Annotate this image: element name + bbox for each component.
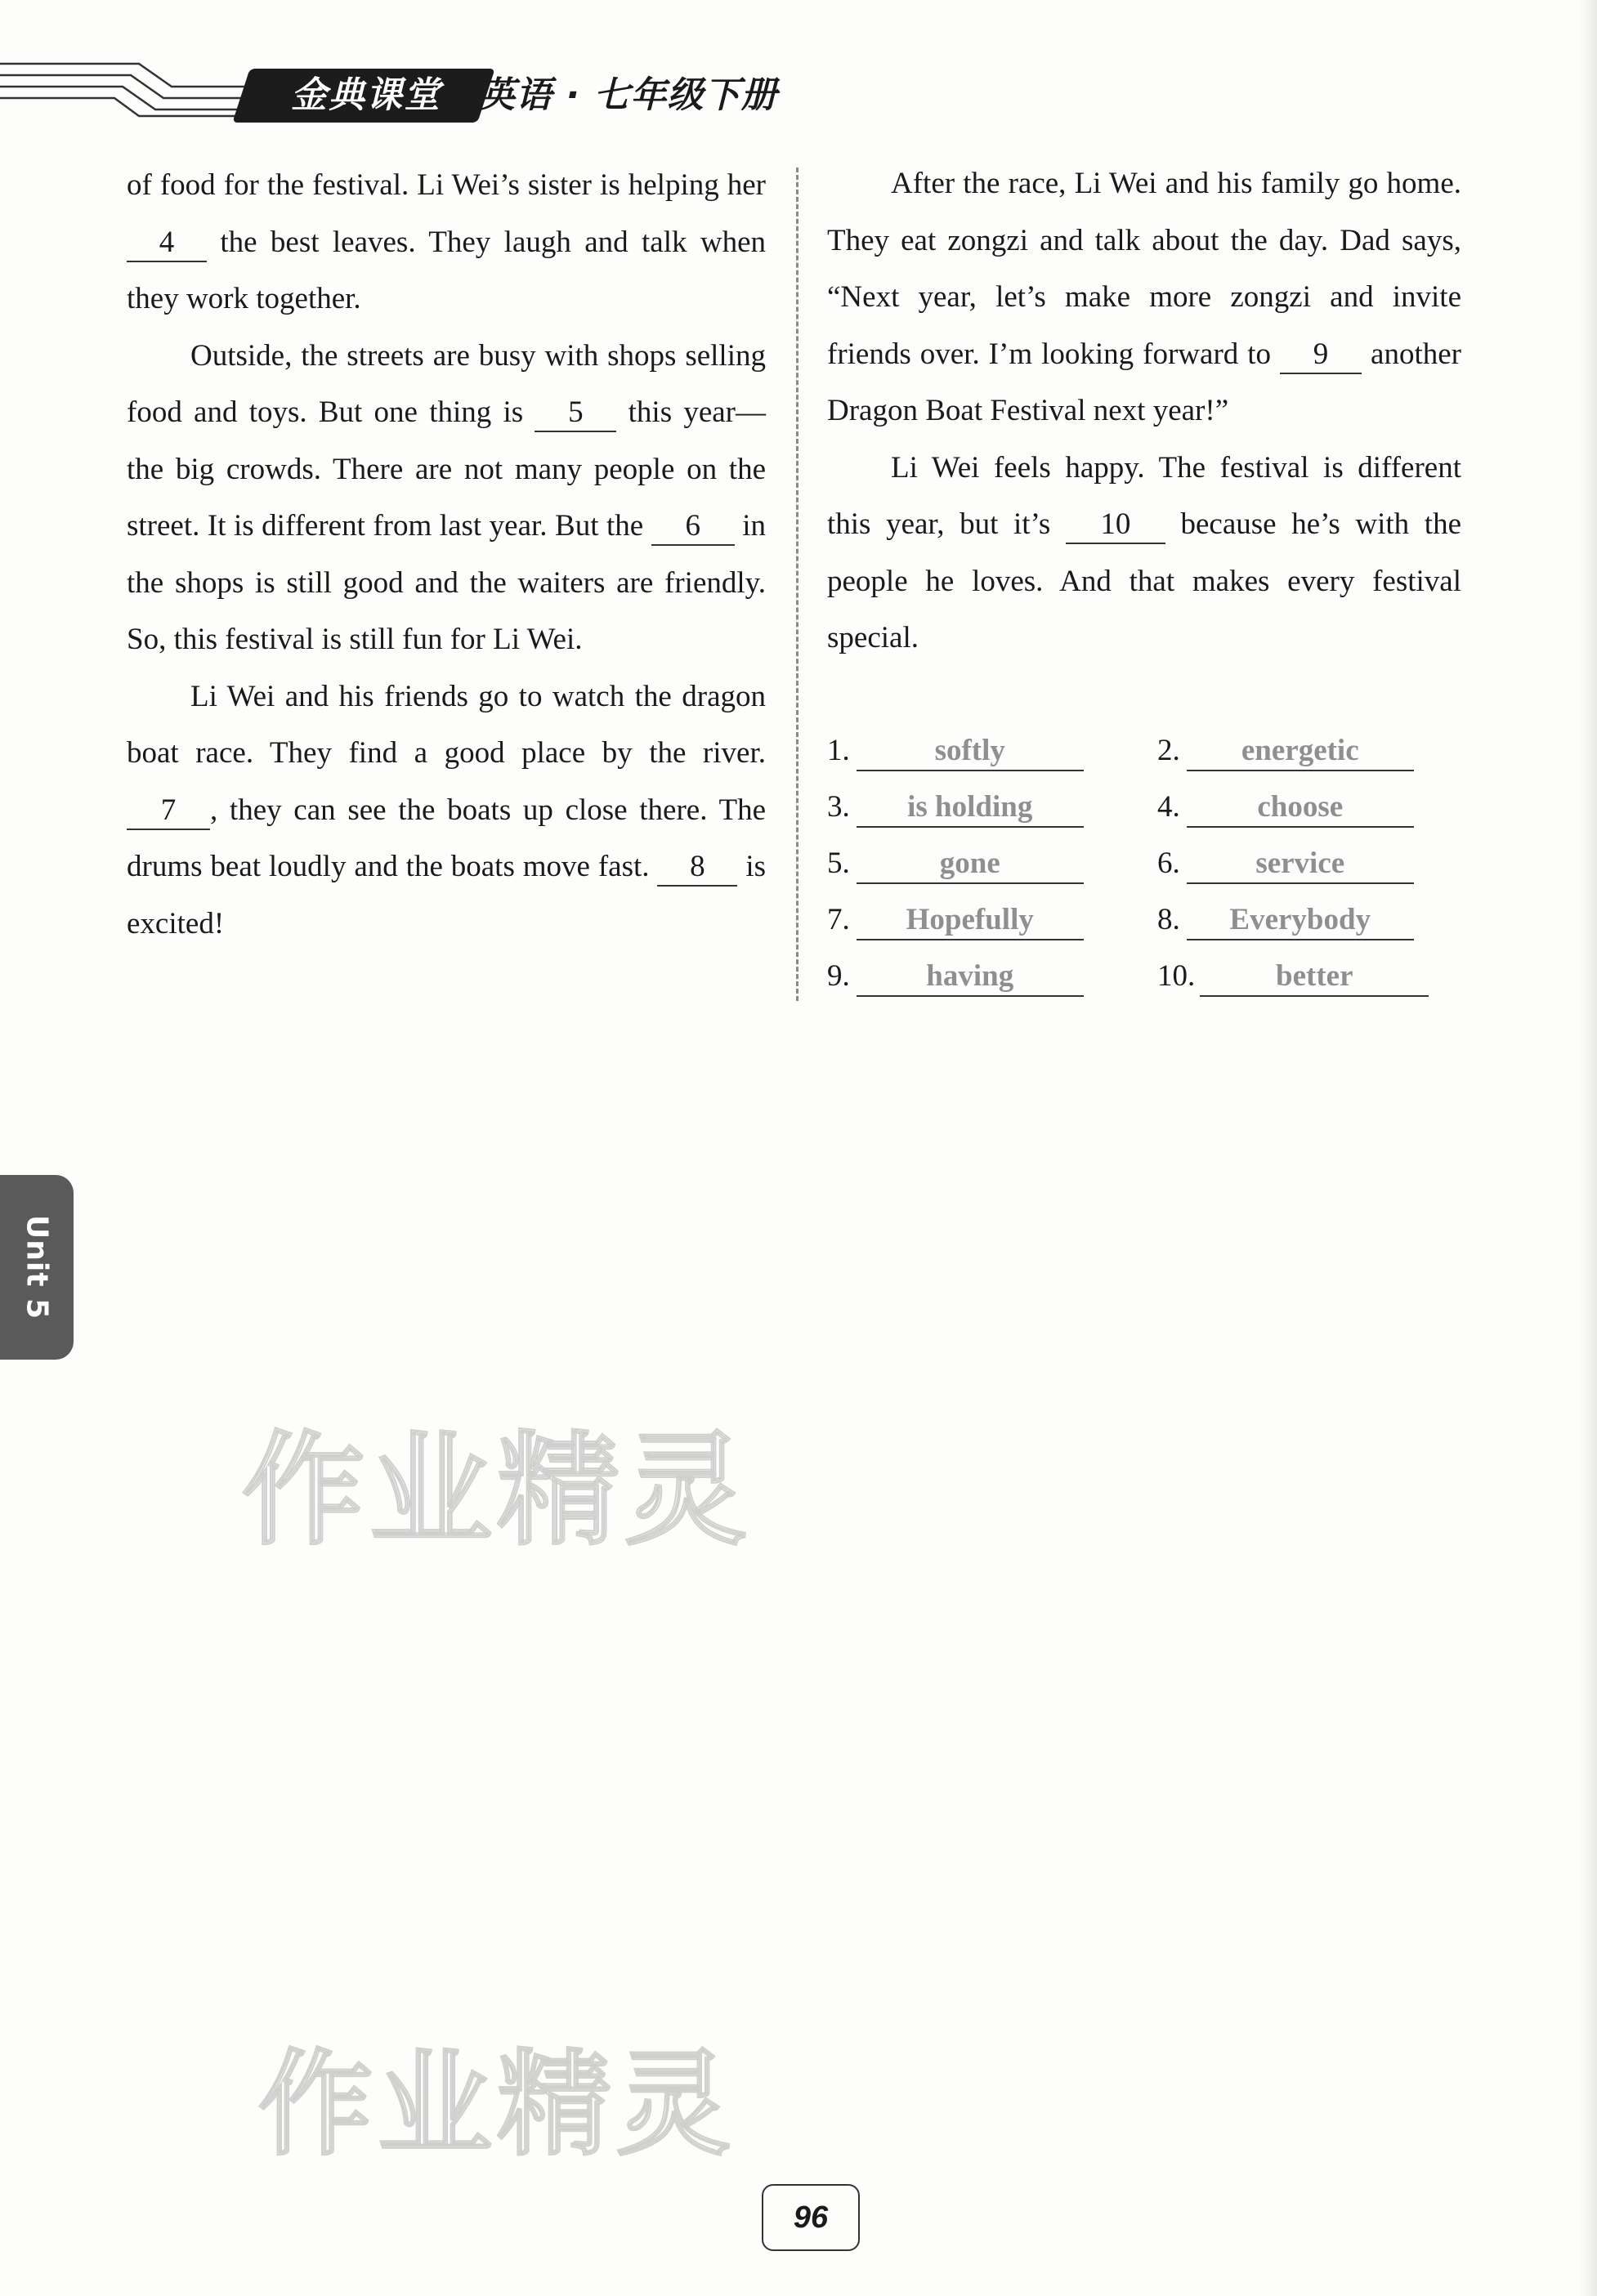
answer-item [827, 722, 1084, 779]
passage-text: Li Wei feels happy. The festival is different this year, but it’s [827, 450, 1461, 541]
answer-text: having [857, 958, 1084, 997]
blank-4: 4 [127, 225, 207, 262]
watermark: 作业精灵 [242, 1420, 753, 1562]
answer-text: energetic [1187, 732, 1414, 771]
answer-row [827, 948, 1481, 1004]
answer-number: 10. [1157, 959, 1196, 993]
watermark: 作业精灵 [258, 2039, 736, 2172]
passage-text: Outside, the streets are busy with shops selling food and toys. But one thing is [127, 338, 766, 429]
answer-number: 9. [827, 959, 850, 993]
answer-number: 3. [827, 790, 850, 824]
answer-item [827, 779, 1084, 835]
answer-text: choose [1187, 788, 1414, 828]
answer-number: 1. [827, 734, 850, 767]
passage-text: in the shops is still good and the waiters are friendly. So, this festival is still fun for Li Wei. [127, 509, 767, 656]
answer-item [1157, 891, 1414, 948]
answer-row [827, 722, 1481, 779]
unit-side-tab [0, 1175, 74, 1360]
blank-8: 8 [657, 849, 737, 887]
answer-number: 4. [1157, 790, 1180, 824]
page-number: 96 [762, 2184, 860, 2251]
answer-row [827, 779, 1481, 835]
blank-9: 9 [1280, 337, 1362, 374]
passage-paragraph [827, 440, 1461, 667]
answer-text: Hopefully [857, 901, 1084, 940]
answer-item [827, 948, 1084, 1004]
unit-tab-label: Unit 5 [20, 1215, 54, 1320]
blank-6: 6 [651, 508, 735, 546]
answer-key [827, 722, 1481, 1004]
blank-10: 10 [1066, 507, 1165, 544]
passage-text: , they can see the boats up close there. The drums beat loudly and the boats move fast. [127, 793, 766, 883]
answer-number: 2. [1157, 734, 1180, 767]
passage-paragraph [127, 668, 766, 953]
blank-5: 5 [535, 395, 616, 432]
passage-paragraph [127, 157, 766, 328]
header-decorative-lines [0, 57, 253, 123]
header-brand: 金典课堂 [291, 74, 441, 116]
answer-item [1157, 948, 1429, 1004]
answer-item [1157, 779, 1414, 835]
answer-number: 8. [1157, 903, 1180, 936]
passage-text: is excited! [127, 850, 766, 940]
answer-text: Everybody [1187, 901, 1414, 940]
answer-row [827, 891, 1481, 948]
header-subject: 英语 · 七年级下册 [479, 74, 778, 116]
answer-item [1157, 722, 1414, 779]
passage-text: another Dragon Boat Festival next year!” [827, 337, 1461, 427]
passage-text: After the race, Li Wei and his family go home. They eat zongzi and talk about the day. Dad says, “Next year, let’s make more zongzi and invite friends over. I’m looking forward to [827, 167, 1461, 371]
column-divider [796, 168, 798, 1001]
answer-row [827, 835, 1481, 891]
answer-text: softly [857, 732, 1084, 771]
answer-item [1157, 835, 1414, 891]
answer-text: is holding [857, 788, 1084, 828]
passage-right-column [827, 155, 1461, 667]
answer-text: better [1200, 958, 1429, 997]
blank-7: 7 [127, 793, 210, 830]
passage-text: because he’s with the people he loves. And that makes every festival special. [827, 507, 1461, 654]
passage-left-column [127, 157, 766, 952]
passage-text: Li Wei and his friends go to watch the dragon boat race. They find a good place by the river. [127, 679, 766, 770]
answer-item [827, 835, 1084, 891]
passage-paragraph [827, 155, 1461, 440]
answer-item [827, 891, 1084, 948]
answer-text: service [1187, 845, 1414, 884]
passage-text: this year—the big crowds. There are not many people on the street. It is different from last year. But the [127, 395, 767, 543]
scan-shadow-edge [1579, 0, 1597, 2296]
answer-number: 7. [827, 903, 850, 936]
answer-number: 6. [1157, 846, 1180, 880]
answer-text: gone [857, 845, 1084, 884]
answer-number: 5. [827, 846, 850, 880]
passage-paragraph [127, 328, 766, 668]
passage-text: of food for the festival. Li Wei’s sister is helping her [127, 168, 766, 202]
passage-text: the best leaves. They laugh and talk when they work together. [127, 225, 766, 315]
